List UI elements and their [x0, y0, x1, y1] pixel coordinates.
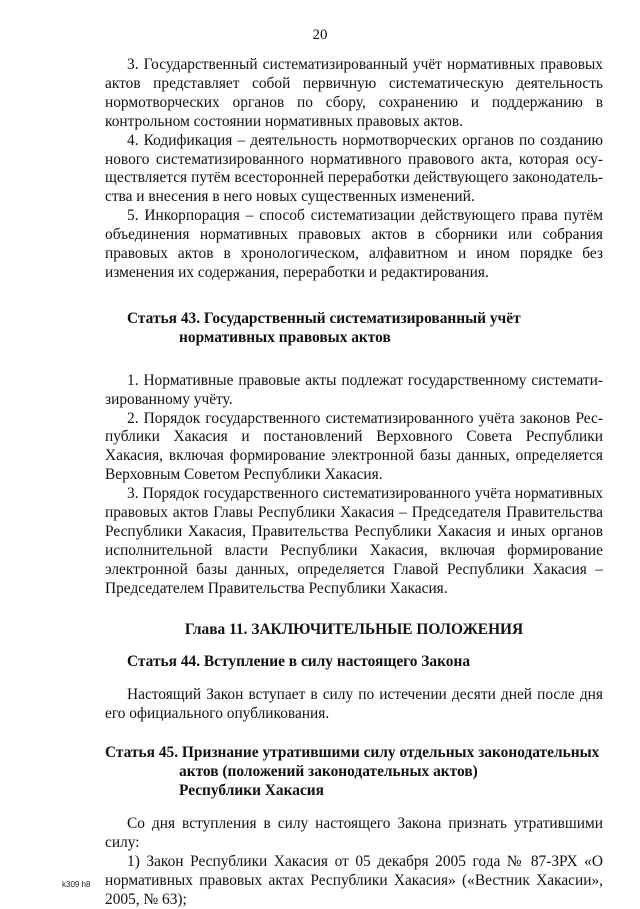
page-number: 20: [312, 27, 328, 43]
article-45-title-line2: актов (положений законодательных актов): [179, 763, 478, 781]
article-43-heading: [105, 310, 603, 348]
article-43-title-line2: нормативных правовых актов: [179, 328, 391, 346]
article-44-heading: Статья 44. Вступление в силу настоящего Закона: [127, 653, 471, 671]
article-43-paragraph-3: 3. Порядок государственного систематизированного учёта нормативных правовых актов Главы Республики Хакасия – Председателя Правительства Республики Хакасия, Правительства Республики Хакасия и иных органов исполнительной власти Республики Хакасия, включая формирование электронной базы данных, определяется Главой Республики Хакасия – Председателем Правительства Республики Хакасия.: [105, 485, 603, 597]
article-45-title-line3: Республики Хакасия: [179, 782, 324, 799]
article-43-title-line1: Статья 43. Государственный систематизированный учёт: [127, 309, 521, 327]
article-45-heading: [105, 744, 603, 801]
chapter-11-heading: Глава 11. ЗАКЛЮЧИТЕЛЬНЫЕ ПОЛОЖЕНИЯ: [184, 620, 524, 638]
article-45-paragraph-1: Со дня вступления в силу настоящего Закона признать утратившими силу:: [105, 814, 603, 851]
article-44-paragraph: Настоящий Закон вступает в силу по истечении десяти дней после дня его официального опубликования.: [105, 686, 603, 723]
article-43-paragraph-1: 1. Нормативные правовые акты подлежат государственному систематизированному учёту.: [105, 371, 603, 408]
paragraph-incorporation: 5. Инкорпорация – способ систематизации действующего права путём объединения нормативных правовых актов в сборники или собрания правовых актов в хронологическом, алфавитном и ином порядке без изменения их содержания, переработки и редактирования.: [105, 207, 603, 281]
paragraph-codification: 4. Кодификация – деятельность нормотворческих органов по созданию нового систематизированного нормативного правового акта, которая осуществляется путём всесторонней переработки действующего законодательства и внесения в него новых существенных изменений.: [105, 131, 603, 206]
document-body: [105, 56, 603, 909]
footer-code: k309 h8: [62, 880, 91, 889]
article-43-paragraph-2: 2. Порядок государственного систематизированного учёта законов Республики Хакасия и постановлений Верховного Совета Республики Хакасия, включая формирование электронной базы данных, определяется Верховным Советом Республики Хакасия.: [105, 409, 603, 484]
article-45-paragraph-2: 1) Закон Республики Хакасия от 05 декабря 2005 года № 87-ЗРХ «О нормативных правовых актах Республики Хакасия» («Вестник Хакасии», 2005, № 63);: [105, 852, 603, 908]
paragraph-systematized-accounting: 3. Государственный систематизированный учёт нормативных правовых актов представляет собой первичную систематическую деятельность нормотворческих органов по сбору, сохранению и поддержанию в контрольном состоянии нормативных правовых актов.: [105, 56, 603, 130]
article-45-title-line1: Статья 45. Признание утратившими силу отдельных законодательных: [105, 744, 600, 762]
